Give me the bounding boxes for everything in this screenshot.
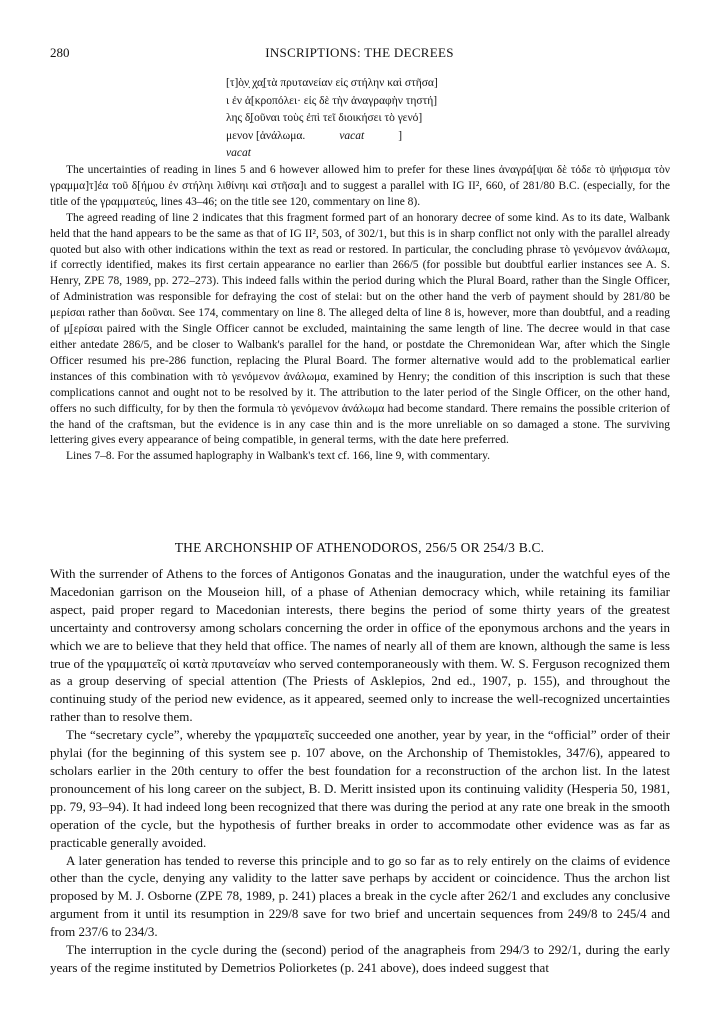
page-number: 280: [50, 45, 70, 60]
greek-line: [τ]ὸ̣ν̣ χ̣α̣[τὰ πρυτανείαν εἰς στήλην καὶ στῆσα]: [226, 77, 438, 89]
running-title: INSCRIPTIONS: THE DECREES: [265, 45, 454, 60]
commentary-paragraph: The agreed reading of line 2 indicates that this fragment formed part of an honorary decree of some kind. As to its date, Walbank held that the hand appears to be the same as that of IG II², 503, of 302/1, but this is in sharp conflict not only with the parallel already quoted but also with other indications within the text as read or restored. In particular, the concluding phrase τὸ γενόμενον ἀνάλωμα, if correctly identified, makes its first certain appearance no earlier than 266/5 (for possible but doubtful earlier instances see A. S. Henry, ZPE 78, 1989, pp. 272–273). This indeed falls within the period during which the Plural Board, rather than the Single Officer, of Administration was responsible for defraying the cost of stelai: but on the other hand the verb of payment should by 281/80 be μερίσαι rather than δοῦναι. See 174, commentary on line 8. The alleged delta of line 8 is, however, more than doubtful, and a reading of μ̣[ερίσαι paired with the Single Officer cannot be excluded, maintaining the same length of line. The decree would in that case either antedate 286/5, and be closer to Walbank's parallel for the hand, or postdate the Chremonidean War, after which the Single Officer resumed his pre-286 function, replacing the Plural Board. The former alternative would add to the problematical earlier instances of this combination with τὸ γενόμενον ἀνάλωμα, examined by Henry; the condition of this inscription is such that these complications cannot and ought not to be resolved by it. The attribution to the later period of the Single Officer, on the other hand, offers no such difficulty, for by then the formula τὸ γενόμενον ἀνάλωμα had become standard. There remains the possible criterion of the hand of the craftsman, but the evidence is in any case thin and is the more unreliable on so damaged a stone. The surviving lettering gives every appearance of being compatible, in general terms, with the date here preferred.: [50, 211, 670, 447]
main-paragraph: With the surrender of Athens to the forces of Antigonos Gonatas and the inauguration, under the watchful eyes of the Macedonian garrison on the Mouseion hill, of a phase of Athenian democracy which, while retaining its familiar aspect, paid proper regard to Macedonian interests, there begins the period of some thirty years of the greatest uncertainty and controversy among scholars concerning the order in office of the eponymous archons and the years in which we are to believe that they held that office. The names of nearly all of them are known, although the same is less true of the γραμματεῖς οἱ κατὰ πρυτανείαν who served contemporaneously with them. W. S. Ferguson recognized them as a group deserving of special attention (The Priests of Asklepios, 2nd ed., 1907, p. 155), and throughout the continuing study of the period new evidence, as it appeared, seemed only to increase the well-recognized uncertainties rather than to resolve them.: [50, 566, 670, 725]
commentary: [50, 163, 670, 465]
main-text: [50, 565, 670, 977]
greek-line-text: μενον [ἀνάλωμα.: [226, 129, 306, 142]
vacat-inline: vacat: [339, 129, 365, 142]
greek-line: ι ἐν ἀ[κροπόλει· εἰς δὲ τὴν ἀναγραφὴν τηστή]: [226, 94, 438, 107]
vacat-line: vacat: [226, 147, 251, 159]
main-paragraph: The interruption in the cycle during the (second) period of the anagrapheis from 294/3 to 292/1, during the early years of the regime instituted by Demetrios Poliorketes (p. 241 above), does indeed suggest that: [50, 942, 670, 975]
greek-line: λης δ̣[οῦναι τοὺς ἐπὶ τεῖ διοικήσει τὸ γενό]: [226, 112, 423, 124]
main-paragraph: The “secretary cycle”, whereby the γραμματεῖς succeeded one another, year by year, in the “official” order of their phylai (for the beginning of this system see p. 107 above, on the Archonship of Themistokles, 347/6), appeared to scholars earlier in the 20th century to offer the best foundation for a reconstruction of the archon list. In the latest pronouncement of his long career on the subject, B. D. Meritt insisted upon its continuing validity (Hesperia 50, 1981, pp. 79, 93–94). It had indeed long been recognized that there was during the period at any rate one break in the smooth operation of the cycle, but the hypothesis of further breaks in order to accommodate other evidence was as far as practicable generally avoided.: [50, 727, 670, 850]
commentary-paragraph: The uncertainties of reading in lines 5 and 6 however allowed him to prefer for these lines ἀναγρά[ψαι δὲ τόδε τὸ ψήφισμα τὸν γραμμα]τ]έα τοῦ δ[ήμου ἐν στήληι λιθίνηι καὶ στῆσα]ι and to suggest a parallel with IG II², 660, of 281/80 B.C. (especially, for the title of the γραμματεύς, lines 43–46; on the title see 120, commentary on line 8).: [50, 164, 670, 208]
greek-inscription-text: [226, 75, 526, 163]
commentary-paragraph: Lines 7–8. For the assumed haplography in Walbank's text cf. 166, line 9, with commentary.: [66, 450, 491, 463]
closing-bracket: ]: [398, 129, 403, 142]
greek-line: [226, 128, 526, 146]
section-title: THE ARCHONSHIP OF ATHENODOROS, 256/5 OR 254/3 B.C.: [174, 540, 545, 555]
main-paragraph: A later generation has tended to reverse this principle and to go so far as to rely entirely on the claims of evidence other than the cycle, denying any validity to the latter save perhaps by accident or coincidence. Thus the archon list proposed by M. J. Osborne (ZPE 78, 1989, p. 241) places a break in the cycle after 262/1 and excludes any conclusive argument from it until its resumption in 229/8 save for two brief and uncertain sequences from 249/8 to 245/4 and from 237/6 to 234/3.: [50, 852, 670, 940]
